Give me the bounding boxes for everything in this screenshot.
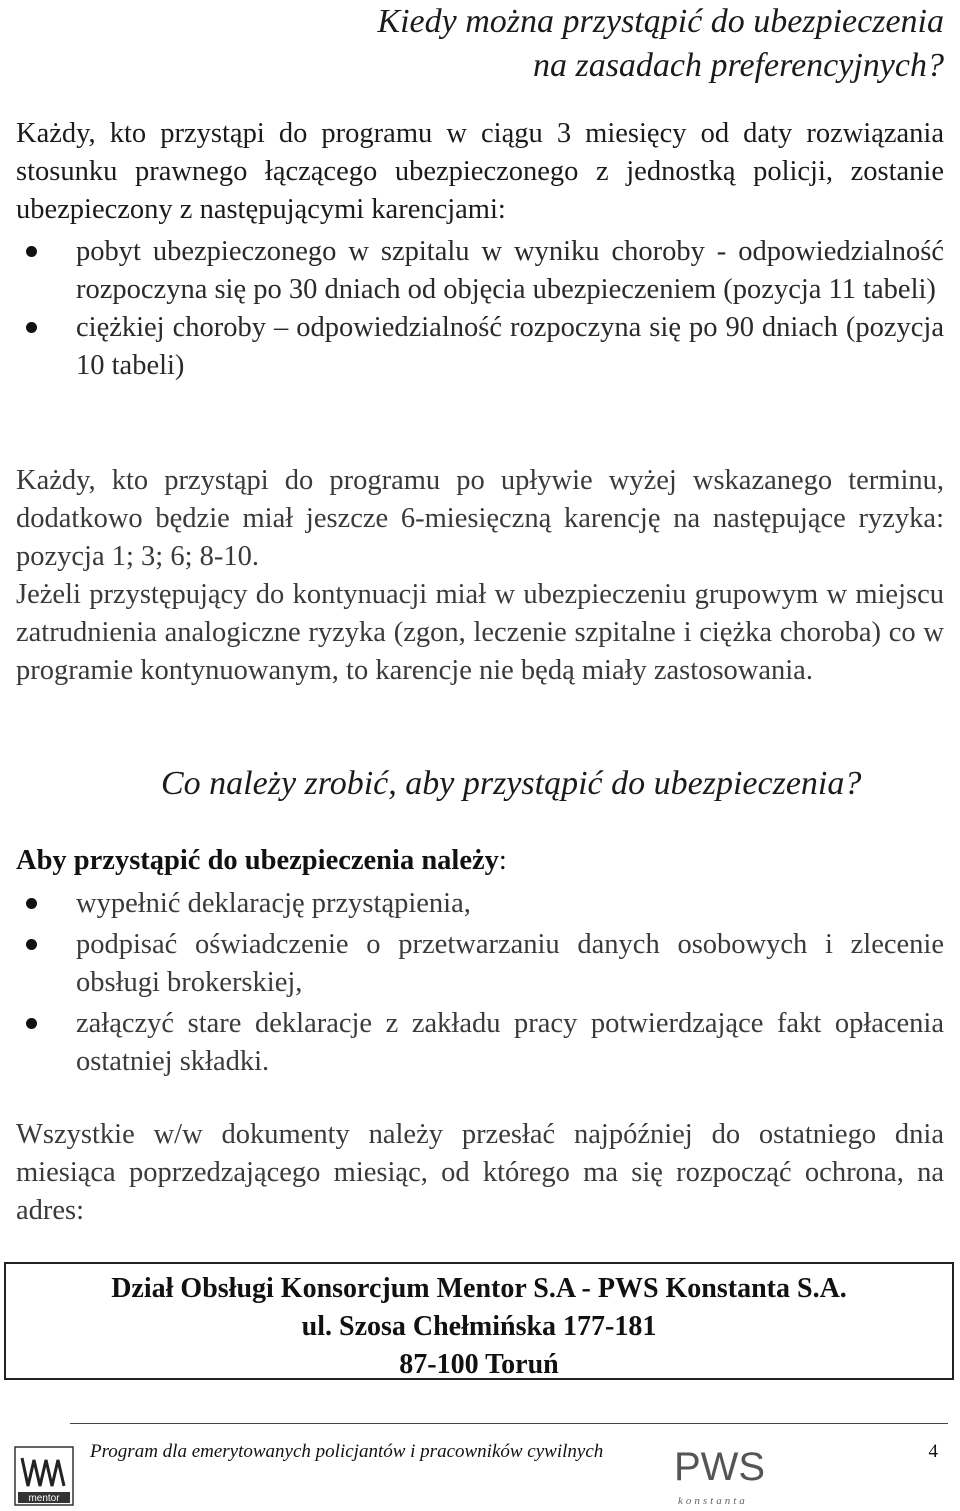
address-box — [4, 1262, 954, 1380]
pws-logo-text: PWS — [674, 1445, 766, 1489]
bullet-icon — [26, 939, 37, 950]
list-item — [16, 1005, 944, 1081]
page-number: 4 — [928, 1441, 938, 1462]
paragraph-continuation: Jeżeli przystępujący do kontynuacji miał w ubezpieczeniu grupowym w miejscu zatrudnienia analogiczne ryzyka (zgon, leczenie szpitalne i ciężka choroba) co w programie kontynuowanym, to karencje nie będą miały zastosowania. — [16, 579, 944, 686]
address-line3: 87-100 Toruń — [399, 1349, 559, 1380]
bullet-icon — [26, 898, 37, 909]
footer-program-title: Program dla emerytowanych policjantów i pracowników cywilnych — [90, 1441, 604, 1462]
waiting-periods-list — [16, 233, 944, 385]
paragraph-deadline: Wszystkie w/w dokumenty należy przesłać najpóźniej do ostatniego dnia miesiąca poprzedzającego miesiąc, od którego ma się rozpocząć ochrona, na adres: — [16, 1119, 944, 1226]
pws-konstanta-logo — [670, 1440, 770, 1510]
required-steps-list — [16, 885, 944, 1081]
paragraph-intro: Każdy, kto przystąpi do programu w ciągu 3 miesięcy od daty rozwiązania stosunku prawnego łączącego ubezpieczonego z jednostką policji, zostanie ubezpieczony z następującymi karencjami: — [16, 118, 944, 225]
lead-how-to-join — [16, 842, 507, 880]
list-item — [16, 885, 944, 923]
paragraph-late-join: Każdy, kto przystąpi do programu po upływie wyżej wskazanego terminu, dodatkowo będzie miał jeszcze 6-miesięczną karencję na następujące ryzyka: pozycja 1; 3; 6; 8-10. — [16, 465, 944, 572]
list-item — [16, 926, 944, 1002]
lead-bold: Aby przystąpić do ubezpieczenia należy — [16, 845, 499, 876]
list-item-text: ciężkiej choroby – odpowiedzialność rozpoczyna się po 90 dniach (pozycja 10 tabeli) — [76, 312, 944, 381]
mentor-logo — [14, 1446, 74, 1506]
heading-eligibility — [244, 0, 944, 88]
konstanta-logo-text: konstanta — [678, 1495, 748, 1507]
bullet-icon — [26, 322, 37, 333]
heading-how-to-join: Co należy zrobić, aby przystąpić do ubezpieczenia? — [161, 765, 862, 802]
bullet-icon — [26, 246, 37, 257]
list-item-text: załączyć stare deklaracje z zakładu pracy potwierdzające fakt opłacenia ostatniej składki. — [76, 1008, 944, 1077]
lead-colon: : — [498, 845, 507, 876]
heading-eligibility-line1: Kiedy można przystąpić do ubezpieczenia — [377, 3, 944, 40]
footer-divider — [70, 1423, 948, 1424]
address-line1: Dział Obsługi Konsorcjum Mentor S.A - PWS Konstanta S.A. — [111, 1273, 847, 1304]
address-line2: ul. Szosa Chełmińska 177-181 — [301, 1311, 657, 1342]
heading-eligibility-line2: na zasadach preferencyjnych? — [532, 47, 944, 84]
list-item-text: pobyt ubezpieczonego w szpitalu w wyniku choroby - odpowiedzialność rozpoczyna się po 30 dniach od objęcia ubezpieczeniem (pozycja 11 tabeli) — [76, 236, 944, 305]
list-item-text: wypełnić deklarację przystąpienia, — [76, 888, 471, 919]
bullet-icon — [26, 1018, 37, 1029]
mentor-logo-text: mentor — [28, 1493, 60, 1504]
list-item — [16, 309, 944, 385]
list-item-text: podpisać oświadczenie o przetwarzaniu danych osobowych i zlecenie obsługi brokerskiej, — [76, 929, 944, 998]
list-item — [16, 233, 944, 309]
